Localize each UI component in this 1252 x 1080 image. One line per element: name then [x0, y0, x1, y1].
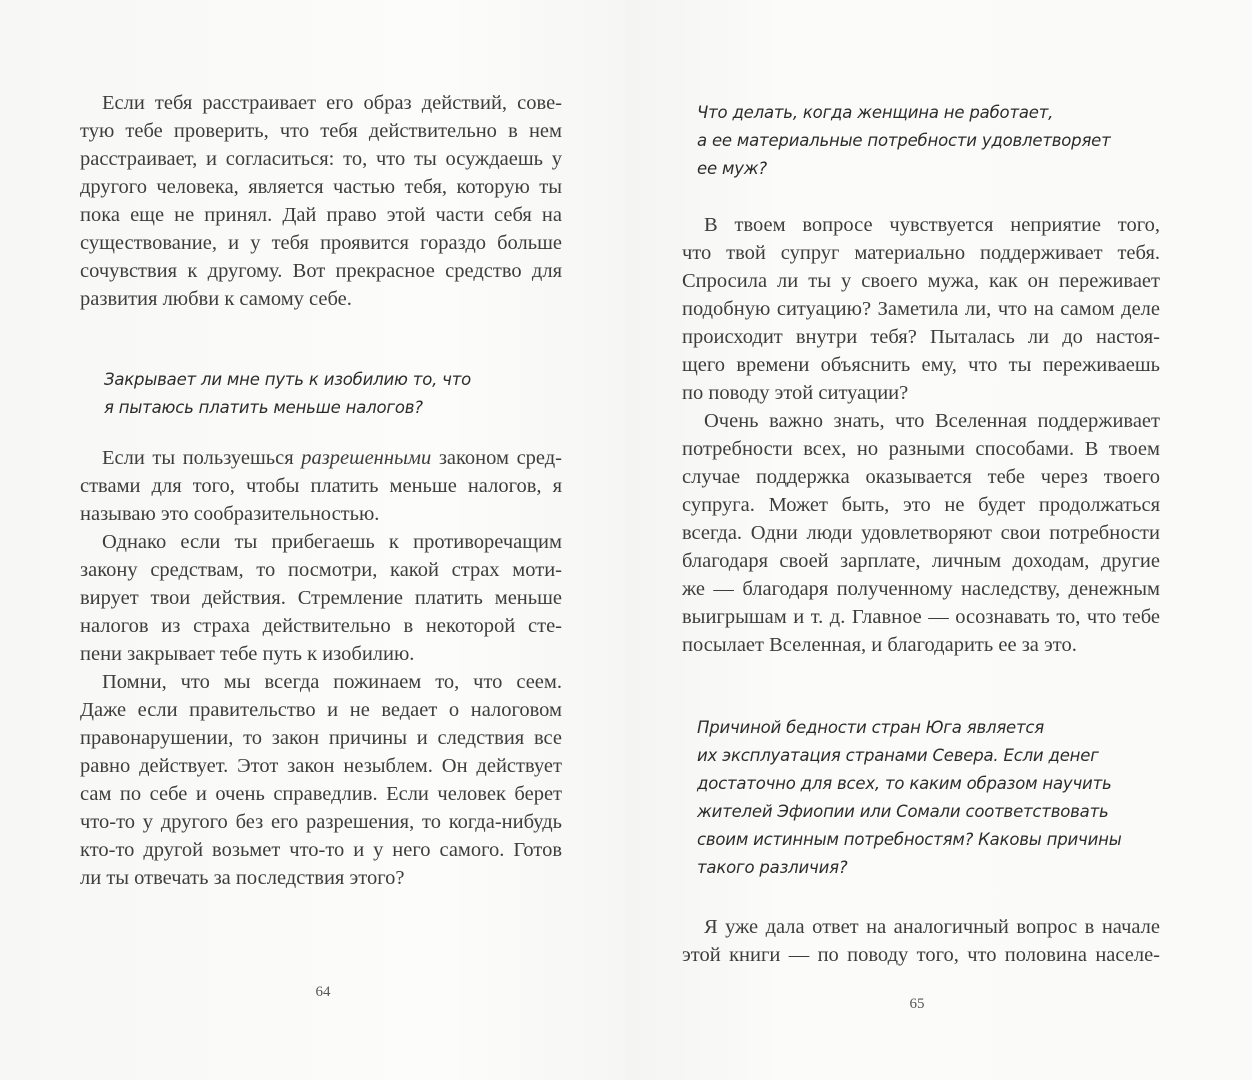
emphasized-word: разрешенными	[301, 447, 432, 469]
text-line: Я уже дала ответ на аналогичный вопрос в начале	[704, 916, 1160, 938]
text-line: всегда. Одни люди удовлетворяют свои потребности	[682, 522, 1160, 544]
body-text	[682, 211, 1160, 659]
text-line: сочувствия к другому. Вот прекрасное средство для	[80, 260, 562, 282]
text-line: Однако если ты прибегаешь к противоречащим	[102, 531, 562, 553]
body-text	[80, 89, 562, 313]
text-line: равно действует. Этот закон незыблем. Он действует	[80, 755, 562, 777]
question-line: ее муж?	[697, 159, 767, 178]
text-line: ствами для того, чтобы платить меньше налогов, я	[80, 475, 562, 497]
text-line: налогов из страха действительно в некоторой сте-	[80, 615, 562, 637]
question-line: Что делать, когда женщина не работает,	[697, 103, 1054, 122]
question-line: такого различия?	[697, 858, 848, 877]
text-line: вирует твои действия. Стремление платить меньше	[80, 587, 562, 609]
text-line: этой книги — по поводу того, что половина населе-	[682, 944, 1160, 966]
question-line: их эксплуатация странами Севера. Если денег	[697, 746, 1099, 765]
text-line: тую тебе проверить, что тебя действительно в нем	[80, 120, 562, 142]
text-line: происходит внутри тебя? Пыталась ли до настоя-	[682, 326, 1160, 348]
text-line: В твоем вопросе чувствуется неприятие того,	[704, 214, 1160, 236]
text-line: выигрышам и т. д. Главное — осознавать то, что тебе	[682, 606, 1160, 628]
question-line: я пытаюсь платить меньше налогов?	[104, 398, 423, 417]
text-line: подобную ситуацию? Заметила ли, что на самом деле	[682, 298, 1160, 320]
page-number: 65	[909, 996, 925, 1012]
text-line: Спросила ли ты у своего мужа, как он переживает	[682, 270, 1160, 292]
text-line: сам по себе и очень справедлив. Если человек берет	[80, 783, 562, 805]
text-line: пока еще не принял. Дай право этой части себя на	[80, 204, 562, 226]
text-line: Если тебя расстраивает его образ действий, сове-	[102, 92, 562, 114]
right-page	[626, 0, 1252, 1080]
text-line: существование, и у тебя проявится гораздо больше	[80, 232, 562, 254]
text-line: ли ты отвечать за последствия этого?	[80, 867, 405, 889]
text-line: закону средствам, то посмотри, какой страх моти-	[80, 559, 562, 581]
question-line: а ее материальные потребности удовлетворяет	[697, 131, 1111, 150]
question-line: Причиной бедности стран Юга является	[697, 718, 1045, 737]
text-line: развития любви к самому себе.	[80, 288, 352, 310]
text-line: посылает Вселенная, и благодарить ее за это.	[682, 634, 1077, 656]
text-line	[80, 444, 562, 472]
question-heading	[697, 714, 1167, 882]
text-line: что-то у другого без его разрешения, то когда-нибудь	[80, 811, 562, 833]
text-line: благодаря своей зарплате, личным доходам, другие	[682, 550, 1160, 572]
text-line: другого человека, является частью тебя, которую ты	[80, 176, 562, 198]
text-line: кто-то другой возьмет что-то и у него самого. Готов	[80, 839, 562, 861]
text-line: что твой супруг материально поддерживает тебя.	[682, 242, 1160, 264]
question-line: жителей Эфиопии или Сомали соответствовать	[697, 802, 1109, 821]
text-line: щего времени объяснить ему, что ты переживаешь	[682, 354, 1160, 376]
text-line: Даже если правительство и не ведает о налоговом	[80, 699, 562, 721]
text-line: по поводу этой ситуации?	[682, 382, 909, 404]
body-text	[682, 913, 1160, 969]
question-line: достаточно для всех, то каким образом научить	[697, 774, 1112, 793]
question-line: своим истинным потребностям? Каковы причины	[697, 830, 1122, 849]
text-line: потребности всех, но разными способами. В твоем	[682, 438, 1160, 460]
body-text	[80, 444, 562, 892]
text-line: называю это сообразительностью.	[80, 503, 380, 525]
page-number: 64	[315, 984, 331, 1000]
text-line: случае поддержка оказывается тебе через твоего	[682, 466, 1160, 488]
text-line: же — благодаря полученному наследству, денежным	[682, 578, 1160, 600]
text-line: правонарушении, то закон причины и следствия все	[80, 727, 562, 749]
question-heading	[697, 99, 1167, 183]
question-heading	[104, 366, 564, 422]
text-line: Помни, что мы всегда пожинаем то, что сеем.	[102, 671, 562, 693]
text-segment: законом сред-	[431, 447, 562, 469]
question-line: Закрывает ли мне путь к изобилию то, что	[104, 370, 472, 389]
text-line: супруга. Может быть, это не будет продолжаться	[682, 494, 1160, 516]
text-segment: Если ты пользуешься	[102, 447, 302, 469]
text-line: расстраивает, и согласиться: то, что ты осуждаешь у	[80, 148, 562, 170]
text-line: Очень важно знать, что Вселенная поддерживает	[704, 410, 1160, 432]
text-line: пени закрывает тебе путь к изобилию.	[80, 643, 415, 665]
